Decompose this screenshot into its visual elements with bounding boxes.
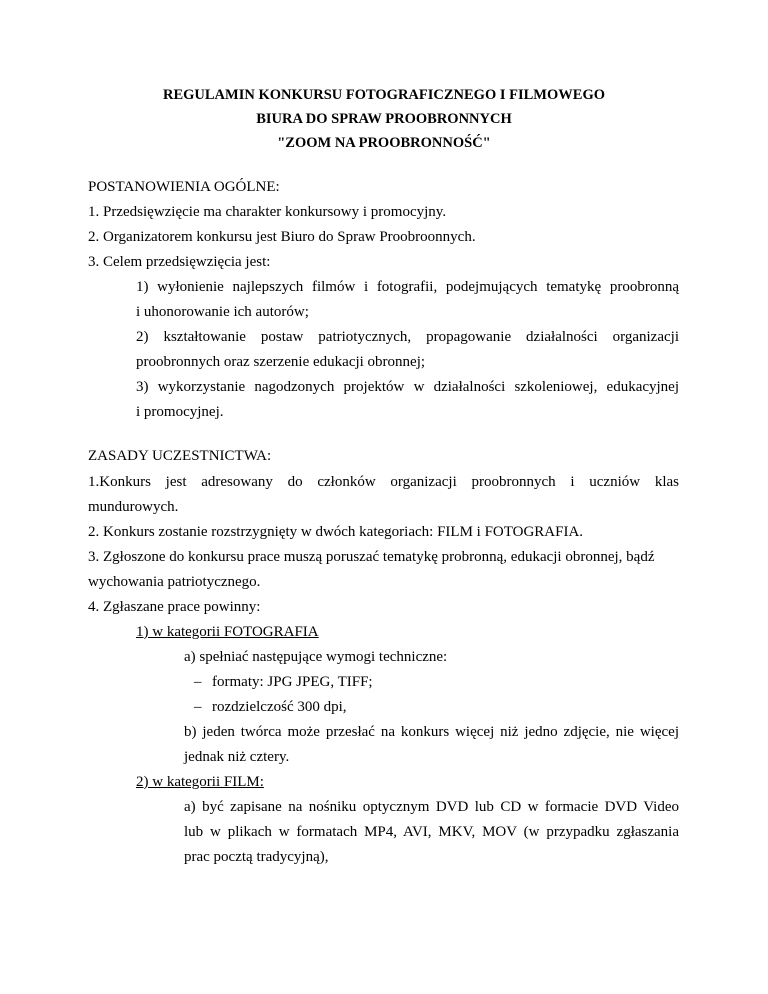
goal-2-line-2: proobronnych oraz szerzenie edukacji obronnej; bbox=[136, 354, 426, 370]
photo-format-text: formaty: JPG JPEG, TIFF; bbox=[212, 674, 373, 690]
rule-3-line-1: 3. Zgłoszone do konkursu prace muszą poruszać tematykę probronną, edukacji obronnej, bądź bbox=[88, 549, 655, 565]
title-line-2: BIURA DO SPRAW PROOBRONNYCH bbox=[256, 111, 512, 127]
goal-2-line-1: 2) kształtowanie postaw patriotycznych, propagowanie działalności organizacji bbox=[136, 329, 679, 345]
rule-1-line-2: mundurowych. bbox=[88, 499, 179, 515]
photo-resolution-item bbox=[194, 698, 347, 716]
photo-resolution-text: rozdzielczość 300 dpi, bbox=[212, 699, 347, 715]
section-heading-general: POSTANOWIENIA OGÓLNE: bbox=[88, 179, 280, 195]
photo-req-b-line-2: jednak niż cztery. bbox=[184, 749, 290, 765]
dash-bullet-icon: – bbox=[194, 674, 202, 690]
film-req-a-line-2: lub w plikach w formatach MP4, AVI, MKV, MOV (w przypadku zgłaszania bbox=[184, 824, 679, 840]
photo-req-b-line-1: b) jeden twórca może przesłać na konkurs więcej niż jedno zdjęcie, nie więcej bbox=[184, 724, 679, 740]
rule-3-line-2: wychowania patriotycznego. bbox=[88, 574, 261, 590]
photo-format-item bbox=[194, 673, 373, 691]
category-film-heading: 2) w kategorii FILM: bbox=[136, 774, 264, 790]
general-point-2: 2. Organizatorem konkursu jest Biuro do Spraw Proobroonnych. bbox=[88, 229, 476, 245]
section-heading-rules: ZASADY UCZESTNICTWA: bbox=[88, 448, 272, 464]
rule-2: 2. Konkurs zostanie rozstrzygnięty w dwóch kategoriach: FILM i FOTOGRAFIA. bbox=[88, 524, 584, 540]
goal-1-line-1: 1) wyłonienie najlepszych filmów i fotografii, podejmujących tematykę proobronną bbox=[136, 279, 679, 295]
dash-bullet-icon: – bbox=[194, 699, 202, 715]
title-line-3: "ZOOM NA PROOBRONNOŚĆ" bbox=[277, 135, 491, 151]
category-photo-heading: 1) w kategorii FOTOGRAFIA bbox=[136, 624, 319, 640]
rule-4: 4. Zgłaszane prace powinny: bbox=[88, 599, 261, 615]
film-req-a-line-3: prac pocztą tradycyjną), bbox=[184, 849, 329, 865]
general-point-3: 3. Celem przedsięwzięcia jest: bbox=[88, 254, 271, 270]
goal-3-line-2: i promocyjnej. bbox=[136, 404, 224, 420]
film-req-a-line-1: a) być zapisane na nośniku optycznym DVD lub CD w formacie DVD Video bbox=[184, 799, 679, 815]
rule-1-line-1: 1.Konkurs jest adresowany do członków organizacji proobronnych i uczniów klas bbox=[88, 474, 679, 490]
photo-req-a: a) spełniać następujące wymogi techniczne: bbox=[184, 649, 448, 665]
goal-3-line-1: 3) wykorzystanie nagodzonych projektów w działalności szkoleniowej, edukacyjnej bbox=[136, 379, 679, 395]
title-line-1: REGULAMIN KONKURSU FOTOGRAFICZNEGO I FILMOWEGO bbox=[162, 87, 606, 103]
goal-1-line-2: i uhonorowanie ich autorów; bbox=[136, 304, 309, 320]
general-point-1: 1. Przedsięwzięcie ma charakter konkursowy i promocyjny. bbox=[88, 204, 447, 220]
